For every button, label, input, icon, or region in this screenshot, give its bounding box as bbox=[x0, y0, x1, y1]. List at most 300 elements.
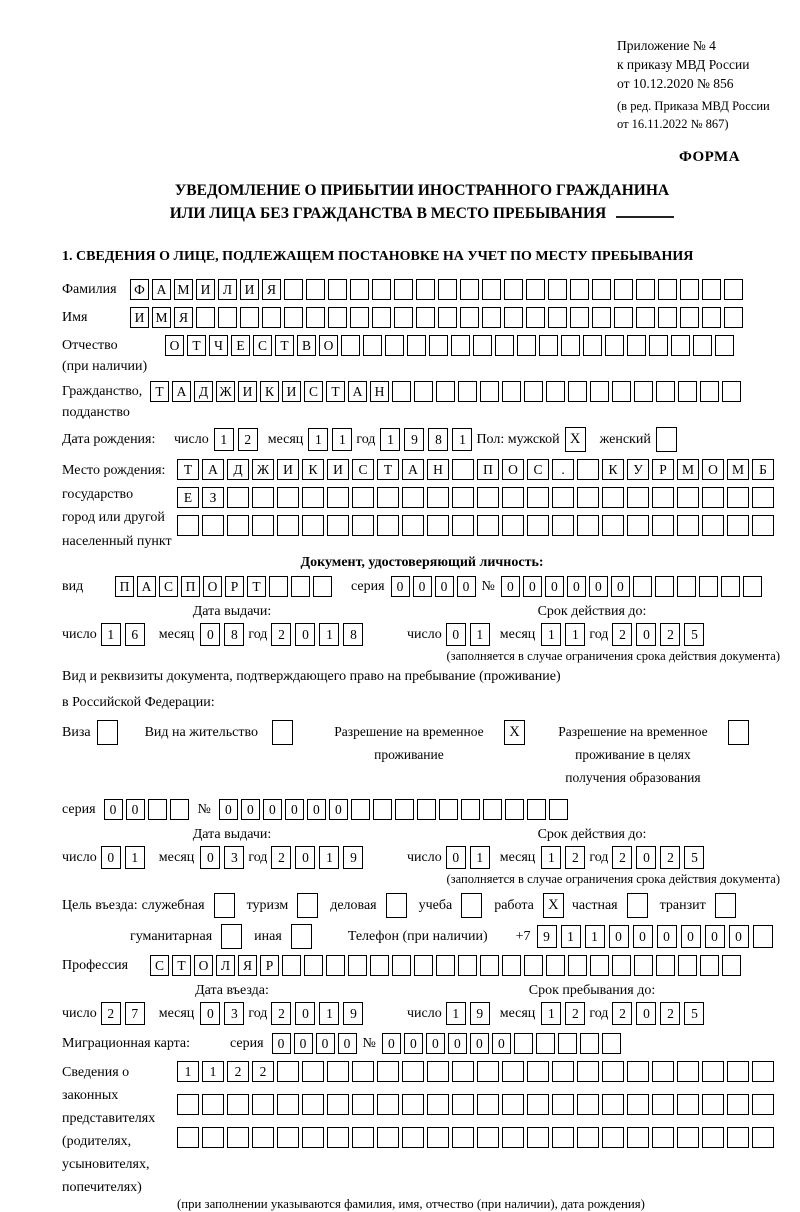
char-cell[interactable] bbox=[352, 1094, 374, 1115]
char-cell[interactable] bbox=[395, 799, 414, 820]
char-cell[interactable] bbox=[699, 576, 718, 597]
resdoc-issue-day-cells[interactable] bbox=[101, 846, 149, 869]
stay-year-cells[interactable] bbox=[612, 1002, 708, 1025]
char-cell[interactable]: П bbox=[115, 576, 134, 597]
char-cell[interactable] bbox=[377, 1061, 399, 1082]
char-cell[interactable] bbox=[634, 955, 653, 976]
char-cell[interactable] bbox=[352, 1061, 374, 1082]
char-cell[interactable] bbox=[372, 279, 391, 300]
char-cell[interactable]: 1 bbox=[470, 623, 490, 646]
char-cell[interactable] bbox=[483, 799, 502, 820]
char-cell[interactable]: 0 bbox=[272, 1033, 291, 1054]
char-cell[interactable] bbox=[602, 487, 624, 508]
char-cell[interactable] bbox=[548, 279, 567, 300]
char-cell[interactable] bbox=[291, 576, 310, 597]
char-cell[interactable]: 0 bbox=[729, 925, 749, 948]
char-cell[interactable]: М bbox=[727, 459, 749, 480]
birth-year-cells[interactable] bbox=[380, 428, 476, 451]
char-cell[interactable] bbox=[302, 515, 324, 536]
char-cell[interactable] bbox=[539, 335, 558, 356]
char-cell[interactable]: 0 bbox=[448, 1033, 467, 1054]
char-cell[interactable]: С bbox=[304, 381, 323, 402]
char-cell[interactable] bbox=[590, 955, 609, 976]
char-cell[interactable] bbox=[452, 1061, 474, 1082]
char-cell[interactable] bbox=[570, 307, 589, 328]
char-cell[interactable]: 2 bbox=[660, 846, 680, 869]
char-cell[interactable] bbox=[377, 1127, 399, 1148]
char-cell[interactable] bbox=[269, 576, 288, 597]
char-cell[interactable] bbox=[282, 955, 301, 976]
char-cell[interactable] bbox=[652, 1061, 674, 1082]
char-cell[interactable] bbox=[252, 1094, 274, 1115]
char-cell[interactable] bbox=[504, 307, 523, 328]
char-cell[interactable] bbox=[284, 279, 303, 300]
char-cell[interactable]: 1 bbox=[308, 428, 328, 451]
char-cell[interactable]: 9 bbox=[470, 1002, 490, 1025]
char-cell[interactable]: 0 bbox=[633, 925, 653, 948]
char-cell[interactable] bbox=[473, 335, 492, 356]
char-cell[interactable] bbox=[436, 381, 455, 402]
char-cell[interactable]: Т bbox=[172, 955, 191, 976]
char-cell[interactable] bbox=[284, 307, 303, 328]
char-cell[interactable]: 8 bbox=[343, 623, 363, 646]
char-cell[interactable] bbox=[753, 925, 773, 948]
char-cell[interactable]: 9 bbox=[404, 428, 424, 451]
purpose-other-checkbox[interactable] bbox=[291, 924, 315, 949]
char-cell[interactable] bbox=[577, 487, 599, 508]
temp-residence-edu-checkbox[interactable] bbox=[728, 720, 752, 745]
char-cell[interactable]: X bbox=[565, 427, 586, 452]
char-cell[interactable]: 2 bbox=[660, 1002, 680, 1025]
char-cell[interactable] bbox=[480, 381, 499, 402]
surname-cells[interactable] bbox=[130, 279, 746, 300]
char-cell[interactable]: 0 bbox=[200, 846, 220, 869]
entry-day-cells[interactable] bbox=[101, 1002, 149, 1025]
char-cell[interactable] bbox=[546, 955, 565, 976]
char-cell[interactable] bbox=[306, 307, 325, 328]
char-cell[interactable]: 2 bbox=[565, 1002, 585, 1025]
char-cell[interactable] bbox=[702, 307, 721, 328]
patronymic-cells[interactable] bbox=[165, 335, 737, 356]
char-cell[interactable]: И bbox=[196, 279, 215, 300]
char-cell[interactable] bbox=[504, 279, 523, 300]
char-cell[interactable]: 1 bbox=[470, 846, 490, 869]
char-cell[interactable]: 0 bbox=[446, 846, 466, 869]
char-cell[interactable]: 1 bbox=[452, 428, 472, 451]
char-cell[interactable] bbox=[536, 1033, 555, 1054]
char-cell[interactable] bbox=[677, 576, 696, 597]
char-cell[interactable] bbox=[452, 515, 474, 536]
char-cell[interactable] bbox=[352, 1127, 374, 1148]
char-cell[interactable] bbox=[570, 279, 589, 300]
char-cell[interactable]: 0 bbox=[446, 623, 466, 646]
char-cell[interactable] bbox=[306, 279, 325, 300]
char-cell[interactable] bbox=[568, 381, 587, 402]
char-cell[interactable] bbox=[386, 893, 407, 918]
char-cell[interactable] bbox=[678, 955, 697, 976]
char-cell[interactable] bbox=[363, 335, 382, 356]
char-cell[interactable]: Т bbox=[377, 459, 399, 480]
char-cell[interactable] bbox=[702, 1127, 724, 1148]
char-cell[interactable] bbox=[97, 720, 118, 745]
char-cell[interactable] bbox=[577, 515, 599, 536]
char-cell[interactable] bbox=[227, 487, 249, 508]
char-cell[interactable] bbox=[196, 307, 215, 328]
char-cell[interactable]: А bbox=[172, 381, 191, 402]
char-cell[interactable] bbox=[702, 515, 724, 536]
migcard-number-cells[interactable] bbox=[382, 1033, 624, 1054]
char-cell[interactable] bbox=[517, 335, 536, 356]
char-cell[interactable]: 0 bbox=[567, 576, 586, 597]
char-cell[interactable] bbox=[377, 487, 399, 508]
char-cell[interactable] bbox=[277, 1127, 299, 1148]
char-cell[interactable] bbox=[614, 307, 633, 328]
char-cell[interactable] bbox=[526, 307, 545, 328]
char-cell[interactable] bbox=[590, 381, 609, 402]
char-cell[interactable] bbox=[527, 487, 549, 508]
char-cell[interactable] bbox=[524, 955, 543, 976]
char-cell[interactable] bbox=[526, 279, 545, 300]
char-cell[interactable] bbox=[277, 1061, 299, 1082]
char-cell[interactable] bbox=[429, 335, 448, 356]
char-cell[interactable] bbox=[402, 1094, 424, 1115]
char-cell[interactable] bbox=[350, 279, 369, 300]
char-cell[interactable]: 0 bbox=[382, 1033, 401, 1054]
char-cell[interactable]: Е bbox=[177, 487, 199, 508]
char-cell[interactable]: 2 bbox=[271, 623, 291, 646]
char-cell[interactable] bbox=[633, 576, 652, 597]
char-cell[interactable]: 1 bbox=[202, 1061, 224, 1082]
char-cell[interactable]: 0 bbox=[609, 925, 629, 948]
birth-month-cells[interactable] bbox=[308, 428, 356, 451]
char-cell[interactable] bbox=[727, 487, 749, 508]
char-cell[interactable] bbox=[636, 307, 655, 328]
birthplace-row3-cells[interactable] bbox=[177, 515, 777, 536]
char-cell[interactable] bbox=[297, 893, 318, 918]
char-cell[interactable] bbox=[482, 307, 501, 328]
char-cell[interactable] bbox=[277, 487, 299, 508]
char-cell[interactable] bbox=[652, 1127, 674, 1148]
char-cell[interactable]: 1 bbox=[565, 623, 585, 646]
char-cell[interactable] bbox=[291, 924, 312, 949]
char-cell[interactable] bbox=[402, 515, 424, 536]
char-cell[interactable] bbox=[715, 893, 736, 918]
char-cell[interactable] bbox=[327, 1094, 349, 1115]
char-cell[interactable] bbox=[627, 1061, 649, 1082]
reps-row1-cells[interactable] bbox=[177, 1061, 777, 1082]
char-cell[interactable]: 0 bbox=[316, 1033, 335, 1054]
entry-year-cells[interactable] bbox=[271, 1002, 367, 1025]
char-cell[interactable] bbox=[240, 307, 259, 328]
char-cell[interactable]: А bbox=[137, 576, 156, 597]
char-cell[interactable]: О bbox=[502, 459, 524, 480]
char-cell[interactable] bbox=[527, 799, 546, 820]
char-cell[interactable] bbox=[680, 307, 699, 328]
char-cell[interactable] bbox=[402, 1127, 424, 1148]
resdoc-number-cells[interactable] bbox=[219, 799, 571, 820]
phone-cells[interactable] bbox=[537, 925, 777, 948]
char-cell[interactable]: Т bbox=[150, 381, 169, 402]
char-cell[interactable] bbox=[752, 487, 774, 508]
char-cell[interactable] bbox=[634, 381, 653, 402]
char-cell[interactable] bbox=[327, 515, 349, 536]
char-cell[interactable] bbox=[277, 515, 299, 536]
char-cell[interactable]: 1 bbox=[177, 1061, 199, 1082]
char-cell[interactable]: 2 bbox=[271, 1002, 291, 1025]
char-cell[interactable] bbox=[577, 1061, 599, 1082]
char-cell[interactable]: 0 bbox=[413, 576, 432, 597]
char-cell[interactable]: 1 bbox=[585, 925, 605, 948]
iddoc-valid-month-cells[interactable] bbox=[541, 623, 589, 646]
char-cell[interactable]: Л bbox=[218, 279, 237, 300]
char-cell[interactable] bbox=[552, 1061, 574, 1082]
char-cell[interactable] bbox=[727, 1061, 749, 1082]
char-cell[interactable] bbox=[417, 799, 436, 820]
purpose-official-checkbox[interactable] bbox=[214, 893, 238, 918]
citizenship-cells[interactable] bbox=[150, 381, 744, 402]
char-cell[interactable] bbox=[313, 576, 332, 597]
char-cell[interactable] bbox=[602, 515, 624, 536]
char-cell[interactable] bbox=[461, 893, 482, 918]
char-cell[interactable]: 1 bbox=[319, 623, 339, 646]
char-cell[interactable] bbox=[752, 1094, 774, 1115]
char-cell[interactable] bbox=[477, 1127, 499, 1148]
char-cell[interactable] bbox=[502, 955, 521, 976]
char-cell[interactable] bbox=[580, 1033, 599, 1054]
char-cell[interactable]: И bbox=[327, 459, 349, 480]
char-cell[interactable] bbox=[218, 307, 237, 328]
char-cell[interactable] bbox=[693, 335, 712, 356]
char-cell[interactable]: 0 bbox=[329, 799, 348, 820]
char-cell[interactable] bbox=[602, 1061, 624, 1082]
char-cell[interactable] bbox=[326, 955, 345, 976]
iddoc-issue-year-cells[interactable] bbox=[271, 623, 367, 646]
char-cell[interactable] bbox=[652, 1094, 674, 1115]
iddoc-issue-day-cells[interactable] bbox=[101, 623, 149, 646]
char-cell[interactable] bbox=[495, 335, 514, 356]
char-cell[interactable]: 0 bbox=[200, 1002, 220, 1025]
char-cell[interactable] bbox=[202, 1127, 224, 1148]
char-cell[interactable] bbox=[341, 335, 360, 356]
char-cell[interactable]: И bbox=[238, 381, 257, 402]
char-cell[interactable]: Ж bbox=[216, 381, 235, 402]
char-cell[interactable] bbox=[480, 955, 499, 976]
reps-row3-cells[interactable] bbox=[177, 1127, 777, 1148]
char-cell[interactable]: 0 bbox=[636, 623, 656, 646]
char-cell[interactable] bbox=[302, 1094, 324, 1115]
sex-male-checkbox[interactable] bbox=[565, 427, 590, 452]
resdoc-valid-month-cells[interactable] bbox=[541, 846, 589, 869]
char-cell[interactable] bbox=[372, 307, 391, 328]
char-cell[interactable]: Т bbox=[247, 576, 266, 597]
char-cell[interactable]: 1 bbox=[541, 623, 561, 646]
char-cell[interactable]: М bbox=[152, 307, 171, 328]
char-cell[interactable]: 0 bbox=[636, 846, 656, 869]
char-cell[interactable] bbox=[627, 1127, 649, 1148]
char-cell[interactable]: 2 bbox=[565, 846, 585, 869]
profession-cells[interactable] bbox=[150, 955, 744, 976]
char-cell[interactable] bbox=[414, 381, 433, 402]
char-cell[interactable] bbox=[452, 1127, 474, 1148]
char-cell[interactable] bbox=[502, 1061, 524, 1082]
char-cell[interactable]: С bbox=[352, 459, 374, 480]
char-cell[interactable] bbox=[262, 307, 281, 328]
char-cell[interactable]: А bbox=[402, 459, 424, 480]
char-cell[interactable]: О bbox=[194, 955, 213, 976]
char-cell[interactable] bbox=[524, 381, 543, 402]
char-cell[interactable]: 0 bbox=[636, 1002, 656, 1025]
visa-checkbox[interactable] bbox=[97, 720, 121, 745]
char-cell[interactable]: О bbox=[203, 576, 222, 597]
char-cell[interactable] bbox=[702, 1061, 724, 1082]
char-cell[interactable]: З bbox=[202, 487, 224, 508]
char-cell[interactable] bbox=[148, 799, 167, 820]
char-cell[interactable]: О bbox=[319, 335, 338, 356]
char-cell[interactable]: Л bbox=[216, 955, 235, 976]
char-cell[interactable] bbox=[227, 1094, 249, 1115]
char-cell[interactable] bbox=[702, 1094, 724, 1115]
char-cell[interactable] bbox=[656, 955, 675, 976]
char-cell[interactable]: О bbox=[165, 335, 184, 356]
char-cell[interactable]: М bbox=[174, 279, 193, 300]
givenname-cells[interactable] bbox=[130, 307, 746, 328]
char-cell[interactable] bbox=[728, 720, 749, 745]
char-cell[interactable] bbox=[752, 515, 774, 536]
char-cell[interactable] bbox=[502, 487, 524, 508]
char-cell[interactable]: 1 bbox=[101, 623, 121, 646]
char-cell[interactable] bbox=[727, 1094, 749, 1115]
char-cell[interactable] bbox=[461, 799, 480, 820]
char-cell[interactable] bbox=[558, 1033, 577, 1054]
char-cell[interactable]: К bbox=[260, 381, 279, 402]
char-cell[interactable]: Ж bbox=[252, 459, 274, 480]
char-cell[interactable]: X bbox=[504, 720, 525, 745]
char-cell[interactable]: 2 bbox=[271, 846, 291, 869]
char-cell[interactable]: 1 bbox=[541, 846, 561, 869]
char-cell[interactable] bbox=[477, 1094, 499, 1115]
char-cell[interactable]: С bbox=[253, 335, 272, 356]
char-cell[interactable] bbox=[677, 1061, 699, 1082]
migcard-series-cells[interactable] bbox=[272, 1033, 360, 1054]
char-cell[interactable]: 0 bbox=[307, 799, 326, 820]
char-cell[interactable] bbox=[627, 515, 649, 536]
char-cell[interactable] bbox=[656, 427, 677, 452]
char-cell[interactable]: Т bbox=[177, 459, 199, 480]
char-cell[interactable] bbox=[252, 1127, 274, 1148]
char-cell[interactable]: У bbox=[627, 459, 649, 480]
char-cell[interactable] bbox=[304, 955, 323, 976]
char-cell[interactable] bbox=[527, 1061, 549, 1082]
char-cell[interactable]: Т bbox=[326, 381, 345, 402]
char-cell[interactable] bbox=[328, 307, 347, 328]
char-cell[interactable]: 5 bbox=[684, 623, 704, 646]
char-cell[interactable]: 1 bbox=[332, 428, 352, 451]
char-cell[interactable] bbox=[458, 955, 477, 976]
char-cell[interactable]: Е bbox=[231, 335, 250, 356]
char-cell[interactable] bbox=[373, 799, 392, 820]
char-cell[interactable] bbox=[477, 515, 499, 536]
char-cell[interactable] bbox=[385, 335, 404, 356]
char-cell[interactable] bbox=[752, 1127, 774, 1148]
char-cell[interactable] bbox=[656, 381, 675, 402]
char-cell[interactable]: М bbox=[677, 459, 699, 480]
char-cell[interactable] bbox=[427, 515, 449, 536]
char-cell[interactable] bbox=[416, 307, 435, 328]
char-cell[interactable]: 2 bbox=[612, 846, 632, 869]
entry-month-cells[interactable] bbox=[200, 1002, 248, 1025]
char-cell[interactable]: Я bbox=[238, 955, 257, 976]
char-cell[interactable]: 0 bbox=[426, 1033, 445, 1054]
char-cell[interactable] bbox=[602, 1033, 621, 1054]
char-cell[interactable]: Ф bbox=[130, 279, 149, 300]
char-cell[interactable]: 1 bbox=[214, 428, 234, 451]
char-cell[interactable]: С bbox=[527, 459, 549, 480]
char-cell[interactable] bbox=[177, 515, 199, 536]
char-cell[interactable] bbox=[502, 515, 524, 536]
char-cell[interactable] bbox=[277, 1094, 299, 1115]
char-cell[interactable] bbox=[221, 924, 242, 949]
char-cell[interactable] bbox=[702, 279, 721, 300]
char-cell[interactable]: 0 bbox=[523, 576, 542, 597]
char-cell[interactable] bbox=[452, 459, 474, 480]
char-cell[interactable]: К bbox=[602, 459, 624, 480]
char-cell[interactable] bbox=[177, 1127, 199, 1148]
char-cell[interactable]: 0 bbox=[241, 799, 260, 820]
char-cell[interactable] bbox=[502, 1127, 524, 1148]
iddoc-issue-month-cells[interactable] bbox=[200, 623, 248, 646]
char-cell[interactable] bbox=[561, 335, 580, 356]
char-cell[interactable] bbox=[552, 515, 574, 536]
char-cell[interactable] bbox=[451, 335, 470, 356]
char-cell[interactable] bbox=[458, 381, 477, 402]
iddoc-valid-day-cells[interactable] bbox=[446, 623, 494, 646]
char-cell[interactable]: 3 bbox=[224, 846, 244, 869]
char-cell[interactable] bbox=[605, 335, 624, 356]
char-cell[interactable] bbox=[327, 487, 349, 508]
char-cell[interactable]: 0 bbox=[501, 576, 520, 597]
residence-permit-checkbox[interactable] bbox=[272, 720, 296, 745]
char-cell[interactable] bbox=[652, 515, 674, 536]
char-cell[interactable] bbox=[627, 335, 646, 356]
char-cell[interactable] bbox=[677, 1127, 699, 1148]
char-cell[interactable]: 0 bbox=[435, 576, 454, 597]
char-cell[interactable] bbox=[170, 799, 189, 820]
char-cell[interactable] bbox=[348, 955, 367, 976]
char-cell[interactable] bbox=[414, 955, 433, 976]
char-cell[interactable] bbox=[436, 955, 455, 976]
char-cell[interactable] bbox=[452, 487, 474, 508]
char-cell[interactable]: П bbox=[477, 459, 499, 480]
char-cell[interactable] bbox=[227, 1127, 249, 1148]
char-cell[interactable]: 9 bbox=[537, 925, 557, 948]
char-cell[interactable]: 7 bbox=[125, 1002, 145, 1025]
sex-female-checkbox[interactable] bbox=[656, 427, 681, 452]
char-cell[interactable]: X bbox=[543, 893, 564, 918]
char-cell[interactable]: 6 bbox=[125, 623, 145, 646]
char-cell[interactable]: 0 bbox=[219, 799, 238, 820]
char-cell[interactable] bbox=[721, 576, 740, 597]
char-cell[interactable]: Я bbox=[262, 279, 281, 300]
char-cell[interactable]: 2 bbox=[660, 623, 680, 646]
char-cell[interactable] bbox=[392, 955, 411, 976]
temp-residence-checkbox[interactable] bbox=[504, 720, 528, 745]
char-cell[interactable] bbox=[272, 720, 293, 745]
char-cell[interactable] bbox=[407, 335, 426, 356]
purpose-work-checkbox[interactable] bbox=[543, 893, 567, 918]
purpose-business-checkbox[interactable] bbox=[386, 893, 410, 918]
stay-day-cells[interactable] bbox=[446, 1002, 494, 1025]
char-cell[interactable] bbox=[439, 799, 458, 820]
